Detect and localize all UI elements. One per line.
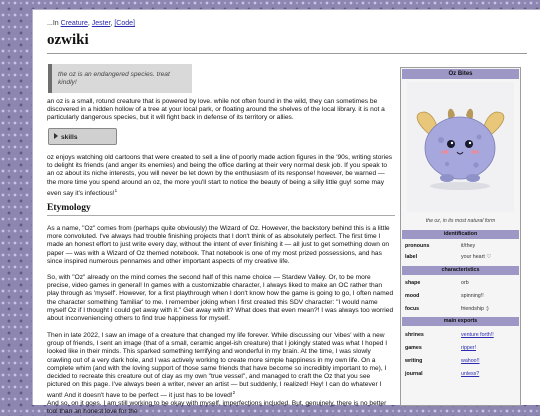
infobox-row-journal <box>405 369 518 379</box>
infobox-caption: the oz, in its most natural form <box>425 218 496 224</box>
etymology-text-2: So, with "Oz" already on the mind comes the second half of this name choice — Stardew Valley. Or, to be more precise, video games in general! In games with a customizable character, I always liked to make an OC rather than play through as 'myself'. However, for a first playthrough when I don't know how the game is going to go, I often named the character something 'familiar' to me. I remember joking when I first created this SDV character: "I would name myself Oz if I thought I could get away with it." Get away with it? What does that even mean?! I was always too worried about inconveniencing others to find true happiness for myself. <box>47 274 394 323</box>
infobox-section-characteristics: characteristics <box>402 266 519 275</box>
intro-paragraph <box>47 98 395 123</box>
infobox-row-shape <box>405 278 518 288</box>
etymology-paragraph-3 <box>47 332 395 401</box>
row-key: focus <box>405 306 420 312</box>
row-key: label <box>405 254 418 260</box>
footnote-ref-2[interactable]: 2 <box>232 390 236 396</box>
skills-toggle-button[interactable] <box>48 128 117 145</box>
shrines-link[interactable]: venture forth!! <box>461 332 494 338</box>
row-key: journal <box>405 371 423 377</box>
etymology-paragraph-1 <box>47 225 395 266</box>
etymology-text-4: And so, on it goes. I am still working to be okay with myself, imperfections included. But, genuinely, there is no better tool than an honest love for the <box>47 400 387 416</box>
triangle-right-icon <box>54 133 58 139</box>
infobox-row-shrines <box>405 330 518 340</box>
infobox-row-pronouns <box>405 241 518 251</box>
etymology-text-3: Then in late 2022, I saw an image of a creature that changed my life forever. While discussing our 'vibes' with a new group of friends, I sent an image (that of a small, ceramic angel-ish creature) that I jokingly stated was what I hoped I looked like in their minds. This sparked something terrifying and wonderful in my brain. At the time, I was slowly crawling out of a very dark hole, and I was actively working to create more simple happiness in my own life. On a complete whim (and with the loving support of those same friends that have become so incredibly important to me), I decided to recreate this creature out of clay as my own "true vessel", and managed to craft the Oz that you see pictured on this page. I've always been a writer, never an artist — but suddenly, I realized! Hey! I can do whatever I want! And it doesn't have to be perfect — it just has to be loved! <box>47 332 388 400</box>
quote-box: the oz is an endangered species. treat kindly! <box>48 64 192 93</box>
infobox <box>400 67 521 406</box>
infobox-row-label <box>405 252 518 262</box>
infobox-section-main-exports: main exports <box>402 317 519 326</box>
oz-creature-illustration <box>407 82 514 212</box>
row-key: shape <box>405 280 421 286</box>
row-key: writing <box>405 358 423 364</box>
creature-image <box>407 82 514 212</box>
infobox-row-focus <box>405 304 518 314</box>
breadcrumb-link-code[interactable]: [Code] <box>114 20 135 27</box>
infobox-title: Oz Bites <box>402 69 519 79</box>
writing-link[interactable]: wahoo!! <box>461 358 480 364</box>
games-link[interactable]: ripper! <box>461 345 477 351</box>
page-content <box>32 9 540 416</box>
row-key: mood <box>405 293 420 299</box>
etymology-paragraph-2 <box>47 274 395 323</box>
intro-text: an oz is a small, rotund creature that is powered by love. while not often found in the wild, they can sometimes be discovered in a hidden hollow of a tree at your local park, or floating around the shelves of the local library. it is not a particularly dangerous species, but it will fight back in defense of its territory or allies. <box>47 98 385 122</box>
paragraph-two-text: oz enjoys watching old cartoons that were created to sell a line of poorly made action figures in the '90s, writing stories to delight its friends (and anger its enemies) and being the office darling at their very normal desk job. If you speak to an oz about its niche interests, you will never be let down by the enthusiasm of its response! however, be warned — the more time you spend around an oz, the more you'll start to notice the beauty of being a silly little guy! some may even say it's infectious! <box>47 154 393 197</box>
breadcrumb-link-creature[interactable]: Creature <box>60 20 88 27</box>
infobox-row-games <box>405 343 518 353</box>
row-value: friendship :) <box>461 306 489 312</box>
page-title: ozwiki <box>47 32 527 54</box>
section-heading-etymology: Etymology <box>47 203 395 216</box>
breadcrumb-link-jester[interactable]: Jester <box>91 20 111 27</box>
row-key: shrines <box>405 332 424 338</box>
etymology-text-1: As a name, "Oz" comes from (perhaps quite obviously) the Wizard of Oz. However, the backstory behind this is a little more convoluted. I've always had trouble finishing projects that I don't think of as absolutely perfect. The first time I made an honest effort to just write every day, without the intent of ever finishing it — all just to get something down on paper — was with a Wizard of Oz themed notebook. That notebook is one of my most prized possessions, and has since inspired numerous pennames and other important aspects of my creative life. <box>47 225 390 265</box>
infobox-row-mood <box>405 291 518 301</box>
row-value: orb <box>461 280 469 286</box>
footnote-ref-1[interactable]: 1 <box>114 187 118 193</box>
paragraph-two <box>47 154 395 198</box>
journal-link[interactable]: unless? <box>461 371 480 377</box>
row-value: it/they <box>461 243 476 249</box>
breadcrumb-prefix: ...In <box>47 20 59 27</box>
skills-label: skills <box>61 134 78 141</box>
infobox-row-writing <box>405 356 518 366</box>
row-key: games <box>405 345 422 351</box>
row-key: pronouns <box>405 243 430 249</box>
row-value: spinning!! <box>461 293 484 299</box>
breadcrumb: ...In Creature, Jester, [Code] <box>47 20 135 27</box>
row-value: your heart ♡ <box>461 254 492 260</box>
etymology-paragraph-4 <box>47 400 395 416</box>
infobox-section-identification: identification <box>402 230 519 239</box>
